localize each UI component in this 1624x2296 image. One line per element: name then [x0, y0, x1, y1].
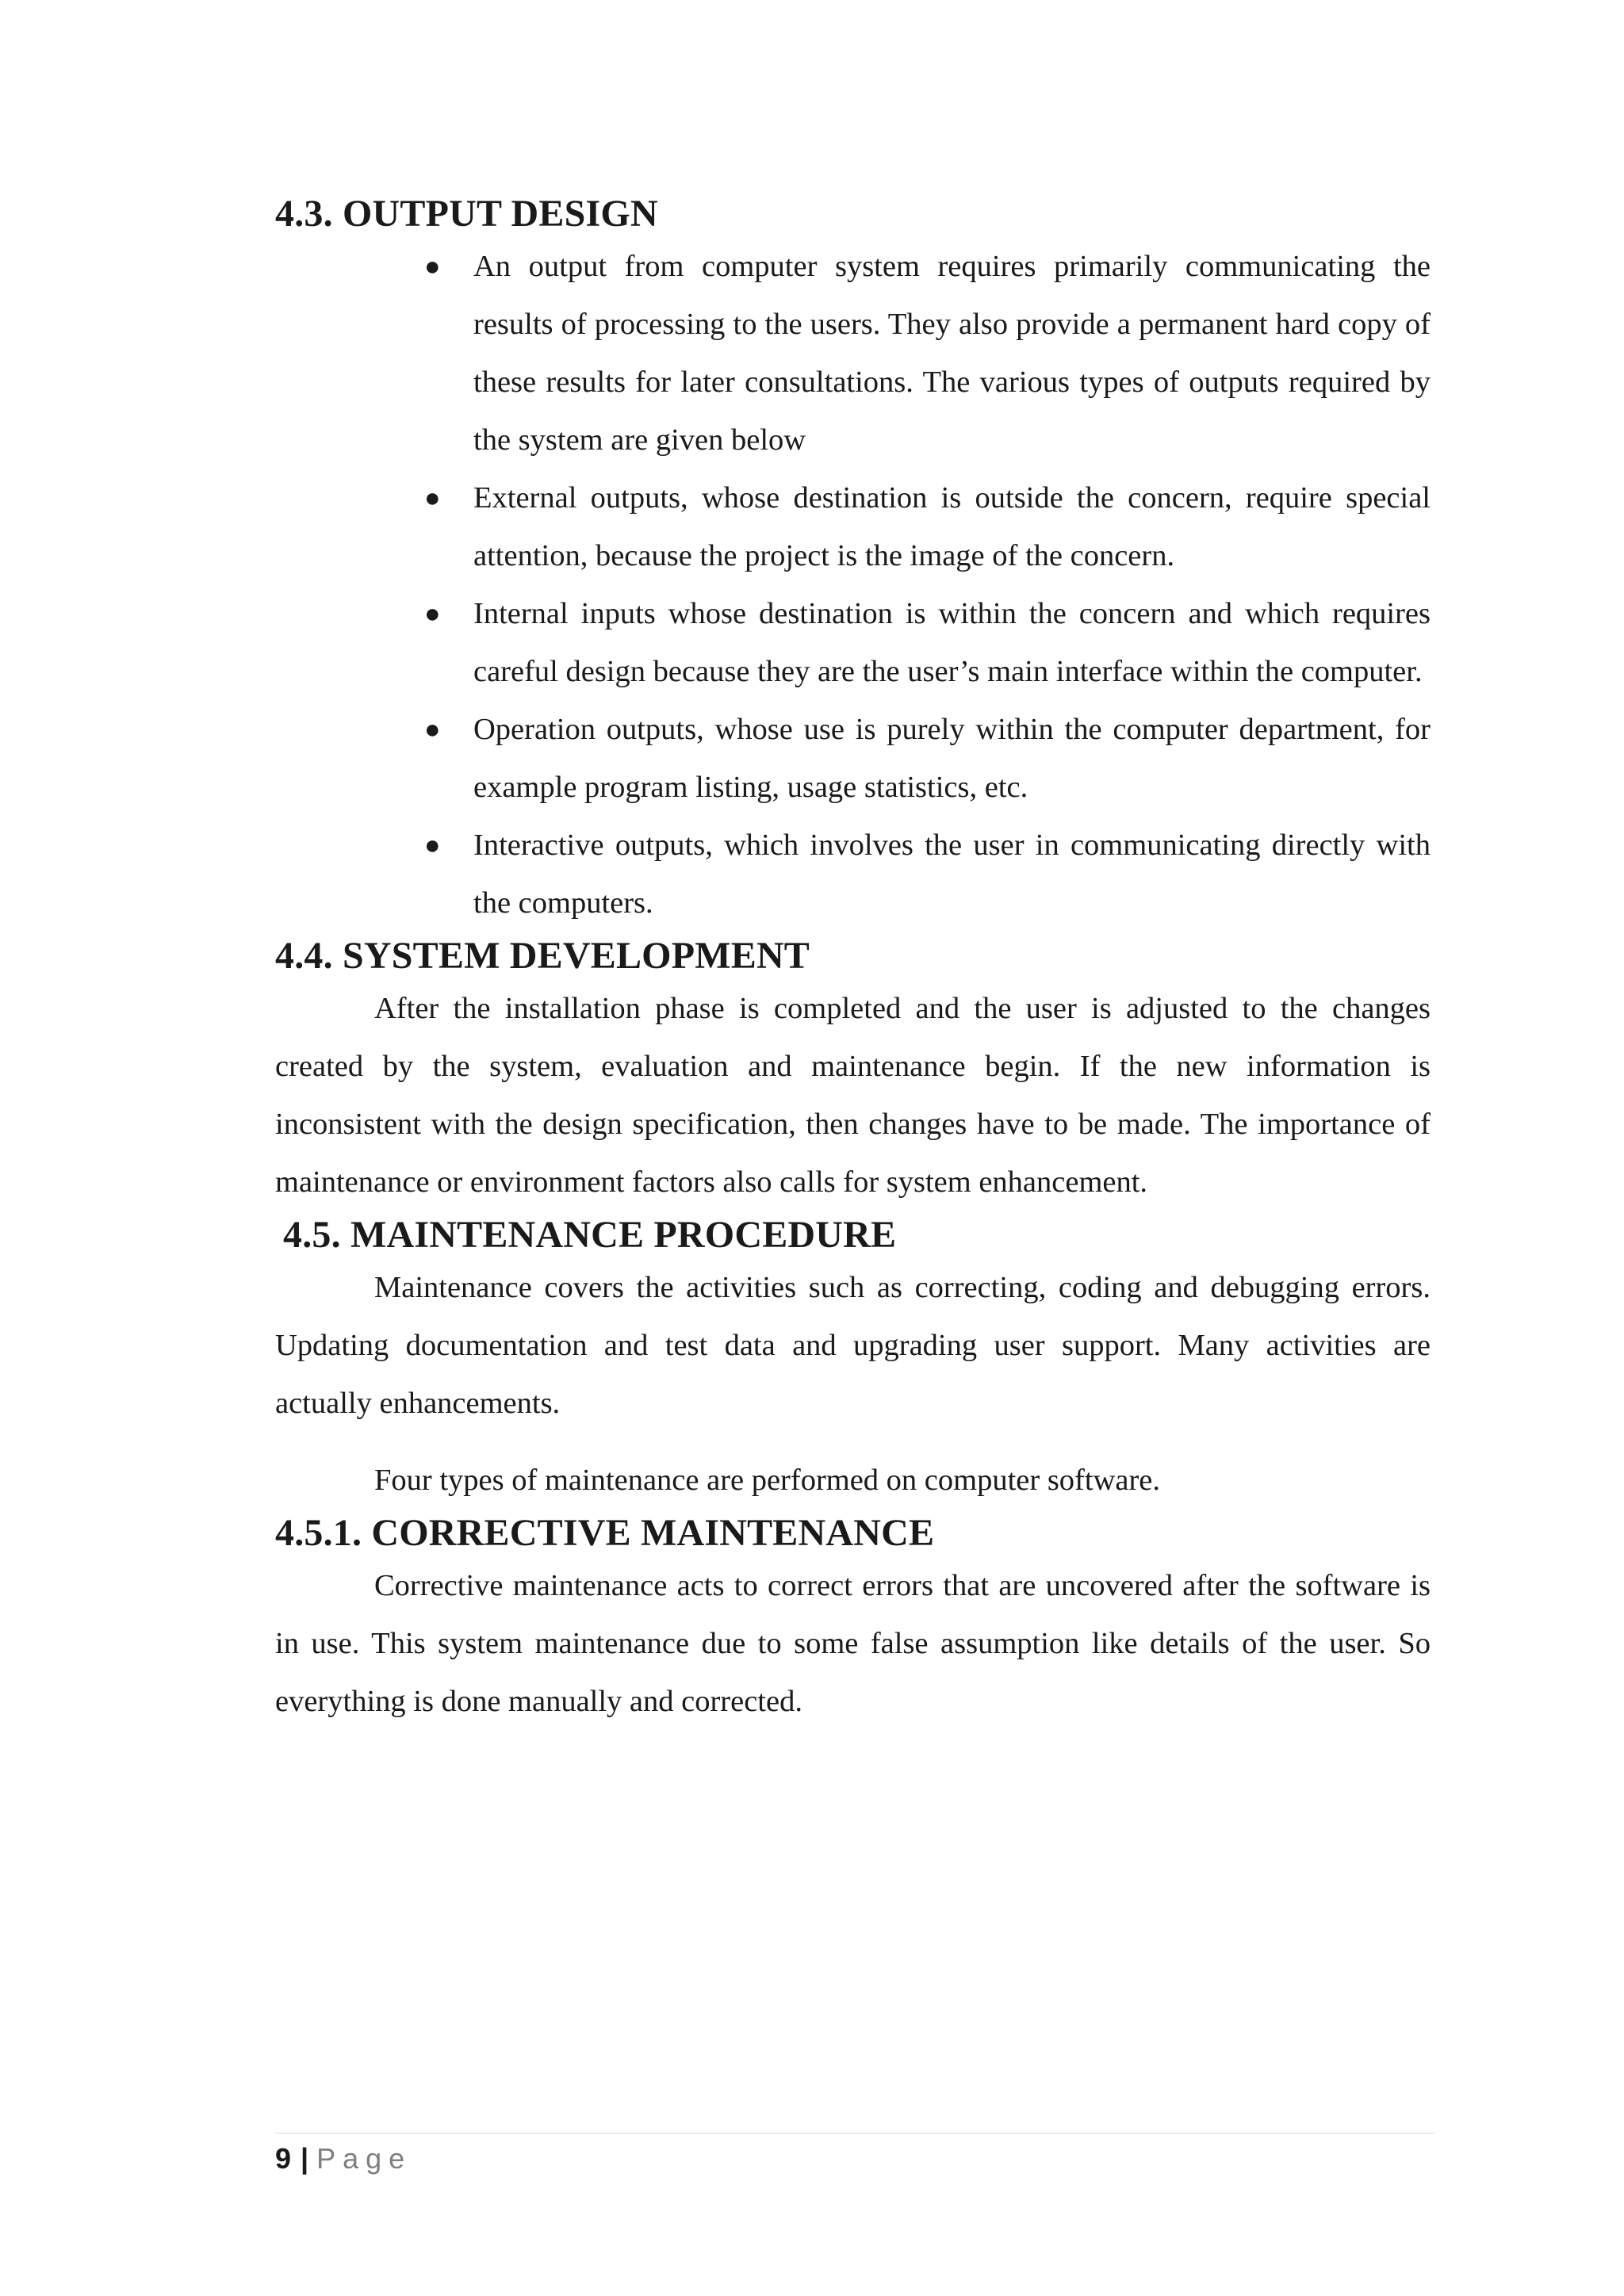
list-item: ● An output from computer system requires primarily communicating the results of processing to the users. They also provide a permanent hard copy of these results for later consultations. The various types of outputs required by the system are given below — [473, 238, 1431, 469]
page-number: 9 — [275, 2142, 292, 2175]
paragraph-corrective-maintenance: Corrective maintenance acts to correct errors that are uncovered after the software is in use. This system maintenance due to some false assumption like details of the user. So everything is done manually and corrected. — [275, 1569, 1431, 1718]
output-types-list — [275, 238, 1431, 932]
bullet-icon: ● — [424, 252, 441, 281]
list-item: ● External outputs, whose destination is outside the concern, require special attention, because the project is the image of the concern. — [473, 469, 1431, 585]
page-label: Page — [316, 2142, 412, 2175]
bullet-icon: ● — [424, 484, 441, 513]
bullet-icon: ● — [424, 599, 441, 629]
list-item: ● Interactive outputs, which involves the user in communicating directly with the computers. — [473, 817, 1431, 932]
footer-separator: | — [301, 2142, 309, 2175]
list-item: ● Internal inputs whose destination is within the concern and which requires careful design because they are the user’s main interface within the computer. — [473, 585, 1431, 701]
paragraph-system-development: After the installation phase is completed and the user is adjusted to the changes created by the system, evaluation and maintenance begin. If the new information is inconsistent with the design specification, then changes have to be made. The importance of maintenance or environment factors also calls for system enhancement. — [275, 992, 1431, 1199]
bullet-icon: ● — [424, 715, 441, 744]
list-item: ● Operation outputs, whose use is purely within the computer department, for example program listing, usage statistics, etc. — [473, 701, 1431, 817]
paragraph-four-types: Four types of maintenance are performed on computer software. — [374, 1464, 1160, 1497]
page-footer — [275, 2139, 412, 2179]
paragraph-maintenance-covers: Maintenance covers the activities such as correcting, coding and debugging errors. Updating documentation and test data and upgrading user support. Many activities are actually enhancements. — [275, 1271, 1431, 1420]
heading-output-design: 4.3. OUTPUT DESIGN — [275, 193, 658, 235]
page-content — [275, 190, 1431, 1731]
heading-corrective-maintenance: 4.5.1. CORRECTIVE MAINTENANCE — [275, 1512, 935, 1554]
bullet-icon: ● — [424, 831, 441, 860]
heading-maintenance-procedure: 4.5. MAINTENANCE PROCEDURE — [283, 1214, 897, 1256]
heading-system-development: 4.4. SYSTEM DEVELOPMENT — [275, 935, 810, 977]
